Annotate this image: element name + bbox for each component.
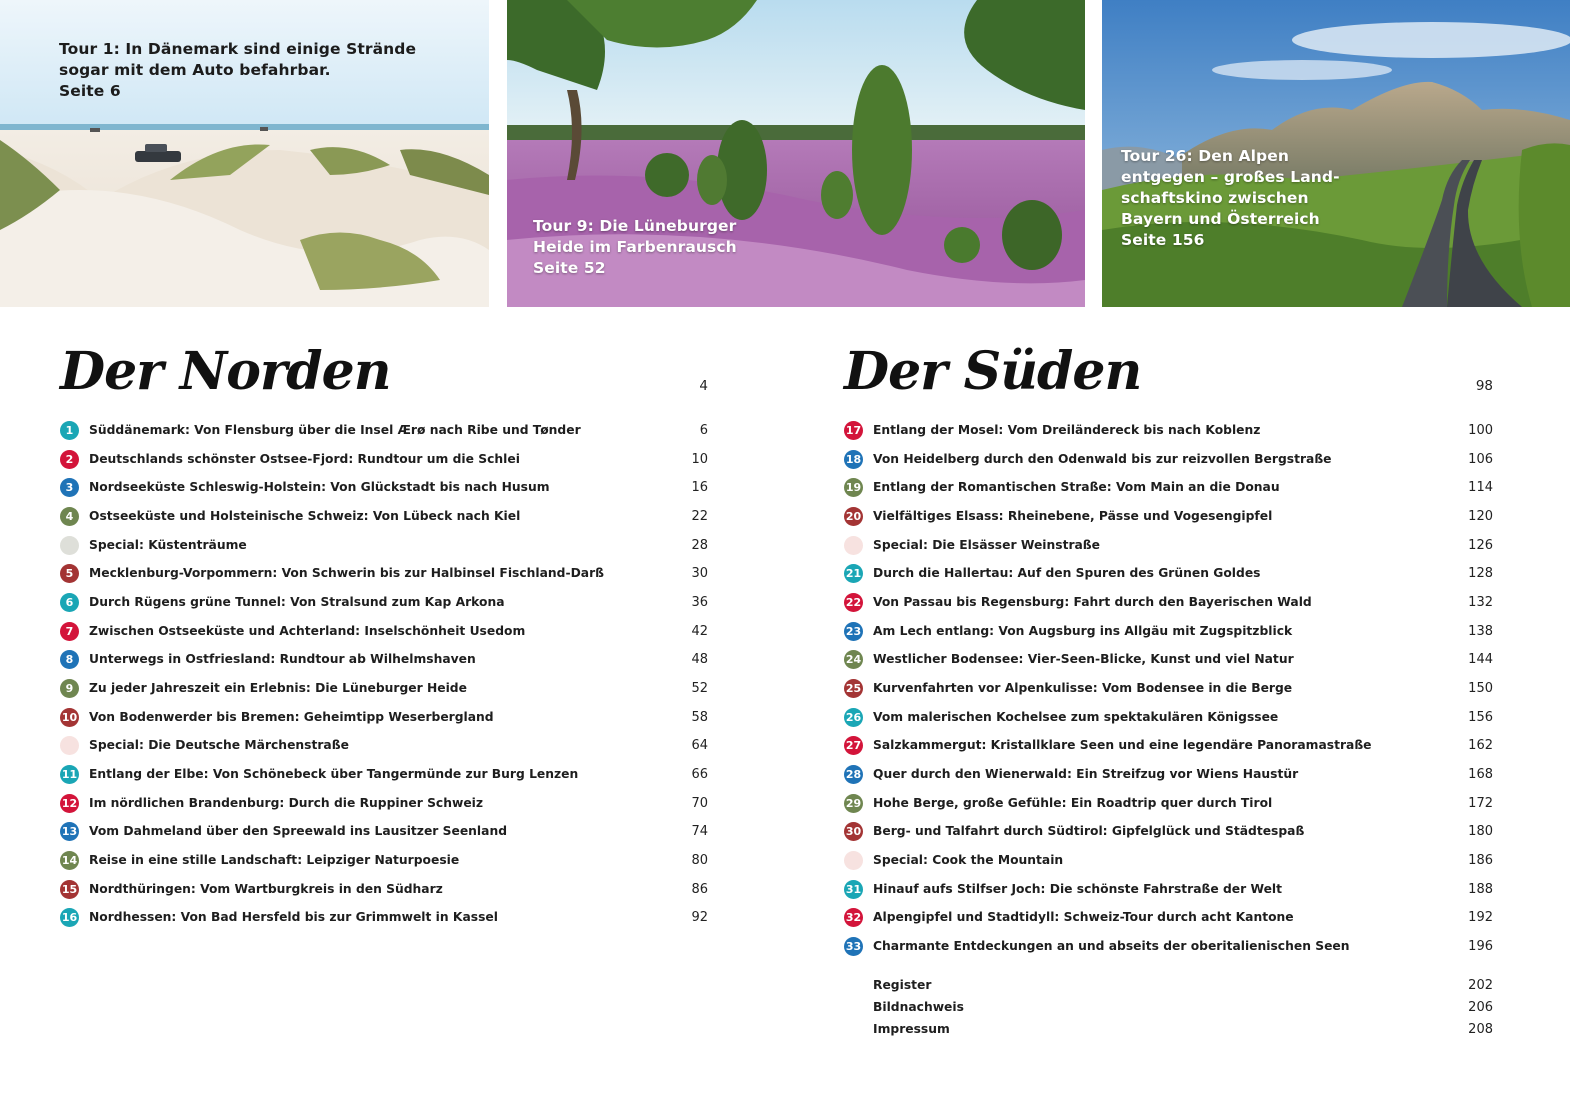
toc-entry[interactable] [60,503,710,532]
caption-line: Seite 6 [59,82,121,100]
tour-number-badge: 9 [60,679,79,698]
toc-entry[interactable] [60,847,710,876]
toc-entry-page: 66 [691,766,708,782]
toc-entry-page: 188 [1468,881,1493,897]
toc-entry[interactable] [60,904,710,933]
toc-entry-page: 168 [1468,766,1493,782]
toc-entry-page: 150 [1468,680,1493,696]
toc-entry-page: 180 [1468,824,1493,840]
toc-entry-title: Salzkammergut: Kristallklare Seen und eine legendäre Panoramastraße [873,738,1372,753]
caption-line: Heide im Farbenrausch [533,238,737,256]
special-marker-icon [844,851,863,870]
tour-number-badge: 25 [844,679,863,698]
toc-entry[interactable] [844,704,1494,733]
tour-number-badge: 2 [60,450,79,469]
toc-entry-title: Von Heidelberg durch den Odenwald bis zur reizvollen Bergstraße [873,451,1332,466]
tour-number-badge: 28 [844,765,863,784]
toc-entry-title: Alpengipfel und Stadtidyll: Schweiz-Tour durch acht Kantone [873,910,1294,925]
toc-entry-page: 48 [691,652,708,668]
section-title-sueden: Der Süden [844,341,1142,402]
toc-entry[interactable] [60,876,710,905]
toc-entry-title: Special: Küstenträume [89,537,247,552]
toc-entry[interactable] [60,532,710,561]
toc-extras [844,975,1494,1041]
toc-entry-page: 132 [1468,594,1493,610]
tour-number-badge: 18 [844,450,863,469]
toc-entry[interactable] [844,933,1494,962]
toc-extra-title: Register [873,978,932,992]
toc-entry-title: Special: Die Elsässer Weinstraße [873,537,1100,552]
toc-entry-title: Deutschlands schönster Ostsee-Fjord: Rundtour um die Schlei [89,451,520,466]
toc-extra-title: Bildnachweis [873,1000,964,1014]
toc-entry-page: 100 [1468,423,1493,438]
toc-entry-title: Vom malerischen Kochelsee zum spektakulären Königssee [873,709,1279,724]
tour-number-badge: 17 [844,421,863,440]
tour-number-badge: 7 [60,622,79,641]
toc-entry-title: Zu jeder Jahreszeit ein Erlebnis: Die Lüneburger Heide [89,680,467,695]
tour-number-badge: 11 [60,765,79,784]
toc-entry-title: Quer durch den Wienerwald: Ein Streifzug vor Wiens Haustür [873,766,1299,781]
toc-entry[interactable] [60,675,710,704]
toc-entry-page: 138 [1468,623,1493,639]
tour-number-badge: 6 [60,593,79,612]
tour-number-badge: 29 [844,794,863,813]
tour-number-badge: 21 [844,564,863,583]
toc-entry-page: 192 [1468,910,1493,926]
toc-entry[interactable] [844,474,1494,503]
toc-entry[interactable] [60,589,710,618]
toc-entry-page: 120 [1468,508,1493,524]
toc-entry-page: 126 [1468,537,1493,553]
toc-entry[interactable] [844,618,1494,647]
toc-entry-page: 196 [1468,938,1493,954]
photo-alps-road [1102,0,1570,307]
tour-number-badge: 19 [844,478,863,497]
toc-entry-page: 144 [1468,652,1493,668]
toc-entry-page: 128 [1468,566,1493,582]
toc-entry-title: Am Lech entlang: Von Augsburg ins Allgäu mit Zugspitzblick [873,623,1293,638]
toc-list-sueden [844,417,1494,961]
caption-line: Tour 1: In Dänemark sind einige Strände [59,40,417,58]
toc-entry[interactable] [844,761,1494,790]
toc-entry-page: 172 [1468,795,1493,811]
toc-entry-title: Entlang der Mosel: Vom Dreiländereck bis nach Koblenz [873,423,1261,437]
tour-number-badge: 15 [60,880,79,899]
caption-line: Tour 9: Die Lüneburger [533,217,737,235]
tour-number-badge: 5 [60,564,79,583]
photo-denmark-beach [0,0,489,307]
toc-entry-title: Nordthüringen: Vom Wartburgkreis in den Südharz [89,881,443,896]
toc-entry-page: 36 [691,594,708,610]
toc-entry-title: Westlicher Bodensee: Vier-Seen-Blicke, Kunst und viel Natur [873,652,1294,667]
toc-entry[interactable] [844,589,1494,618]
toc-entry-page: 30 [691,566,708,582]
toc-entry-title: Durch Rügens grüne Tunnel: Von Stralsund zum Kap Arkona [89,594,505,609]
toc-extra-entry[interactable] [844,1019,1494,1041]
toc-entry-page: 28 [691,537,708,553]
toc-extra-entry[interactable] [844,975,1494,997]
toc-entry[interactable] [60,474,710,503]
section-title-norden: Der Norden [60,341,391,402]
toc-entry-title: Mecklenburg-Vorpommern: Von Schwerin bis zur Halbinsel Fischland-Darß [89,566,604,581]
toc-entry-title: Unterwegs in Ostfriesland: Rundtour ab Wilhelmshaven [89,652,476,667]
tour-number-badge: 32 [844,908,863,927]
tour-number-badge: 3 [60,478,79,497]
toc-entry-title: Special: Die Deutsche Märchenstraße [89,738,349,753]
toc-entry-title: Ostseeküste und Holsteinische Schweiz: Von Lübeck nach Kiel [89,508,521,523]
toc-entry[interactable] [844,417,1494,446]
tour-number-badge: 24 [844,650,863,669]
toc-entry-page: 74 [691,824,708,840]
toc-entry[interactable] [844,847,1494,876]
toc-extra-page: 208 [1468,1022,1493,1037]
tour-number-badge: 1 [60,421,79,440]
toc-entry[interactable] [844,790,1494,819]
toc-entry-title: Süddänemark: Von Flensburg über die Insel Ærø nach Ribe und Tønder [89,423,581,437]
toc-entry-page: 42 [691,623,708,639]
tour-number-badge: 12 [60,794,79,813]
toc-extra-page: 202 [1468,978,1493,993]
toc-entry[interactable] [60,417,710,446]
toc-entry[interactable] [844,732,1494,761]
toc-entry-page: 114 [1468,480,1493,496]
toc-entry-page: 58 [691,709,708,725]
toc-entry-title: Kurvenfahrten vor Alpenkulisse: Vom Bodensee in die Berge [873,680,1293,695]
toc-entry-title: Special: Cook the Mountain [873,852,1064,867]
toc-entry[interactable] [60,761,710,790]
toc-entry-title: Reise in eine stille Landschaft: Leipziger Naturpoesie [89,852,460,867]
photo-caption-tour-9 [533,216,737,279]
toc-entry[interactable] [844,818,1494,847]
toc-entry[interactable] [60,646,710,675]
special-marker-icon [60,536,79,555]
toc-entry-page: 6 [699,423,708,438]
special-marker-icon [60,736,79,755]
toc-entry-title: Hohe Berge, große Gefühle: Ein Roadtrip quer durch Tirol [873,795,1273,810]
toc-entry[interactable] [844,446,1494,475]
tour-number-badge: 26 [844,708,863,727]
section-page-norden: 4 [699,378,708,394]
toc-entry-title: Durch die Hallertau: Auf den Spuren des Grünen Goldes [873,566,1261,581]
toc-entry[interactable] [844,876,1494,905]
toc-entry-title: Von Bodenwerder bis Bremen: Geheimtipp Weserbergland [89,709,494,724]
toc-entry-title: Hinauf aufs Stilfser Joch: Die schönste Fahrstraße der Welt [873,881,1283,896]
toc-entry[interactable] [60,818,710,847]
toc-entry[interactable] [844,560,1494,589]
toc-entry-page: 106 [1468,451,1493,467]
tour-number-badge: 14 [60,851,79,870]
toc-entry-page: 156 [1468,709,1493,725]
toc-entry-title: Entlang der Romantischen Straße: Vom Main an die Donau [873,480,1280,495]
toc-entry[interactable] [844,904,1494,933]
caption-line: Tour 26: Den Alpen [1121,147,1289,165]
toc-entry-page: 64 [691,738,708,754]
toc-entry-title: Vom Dahmeland über den Spreewald ins Lausitzer Seenland [89,824,508,839]
toc-entry-page: 22 [691,508,708,524]
toc-entry[interactable] [844,532,1494,561]
tour-number-badge: 13 [60,822,79,841]
toc-entry-title: Von Passau bis Regensburg: Fahrt durch den Bayerischen Wald [873,594,1312,609]
toc-extra-page: 206 [1468,1000,1493,1015]
tour-number-badge: 30 [844,822,863,841]
toc-entry-title: Vielfältiges Elsass: Rheinebene, Pässe und Vogesengipfel [873,508,1273,523]
toc-entry-page: 80 [691,852,708,868]
caption-line: Bayern und Österreich [1121,210,1320,228]
tour-number-badge: 4 [60,507,79,526]
toc-entry-title: Berg- und Talfahrt durch Südtirol: Gipfelglück und Städtespaß [873,824,1305,839]
toc-entry-page: 16 [691,480,708,496]
toc-entry[interactable] [60,704,710,733]
toc-entry-page: 162 [1468,738,1493,754]
toc-list-norden [60,417,710,933]
tour-number-badge: 31 [844,880,863,899]
tour-number-badge: 33 [844,937,863,956]
caption-line: entgegen – großes Land- [1121,168,1340,186]
toc-extra-title: Impressum [873,1022,950,1036]
toc-entry-page: 92 [691,910,708,926]
special-marker-icon [844,536,863,555]
caption-line: sogar mit dem Auto befahrbar. [59,61,331,79]
toc-entry-title: Nordseeküste Schleswig-Holstein: Von Glückstadt bis nach Husum [89,480,550,495]
toc-entry[interactable] [60,618,710,647]
toc-entry-page: 86 [691,881,708,897]
caption-line: schaftskino zwischen [1121,189,1309,207]
tour-number-badge: 23 [844,622,863,641]
photo-lueneburg-heath [507,0,1085,307]
caption-line: Seite 156 [1121,231,1205,249]
section-page-sueden: 98 [1475,378,1493,394]
caption-line: Seite 52 [533,259,606,277]
tour-number-badge: 20 [844,507,863,526]
toc-entry[interactable] [60,732,710,761]
toc-entry-page: 52 [691,680,708,696]
toc-entry[interactable] [844,675,1494,704]
toc-entry-title: Charmante Entdeckungen an und abseits der oberitalienischen Seen [873,938,1350,953]
tour-number-badge: 16 [60,908,79,927]
toc-entry[interactable] [60,446,710,475]
toc-entry-title: Nordhessen: Von Bad Hersfeld bis zur Grimmwelt in Kassel [89,910,498,925]
photo-caption-tour-1 [59,39,416,102]
toc-entry-title: Im nördlichen Brandenburg: Durch die Ruppiner Schweiz [89,795,484,810]
tour-number-badge: 8 [60,650,79,669]
tour-number-badge: 10 [60,708,79,727]
tour-number-badge: 22 [844,593,863,612]
toc-entry-page: 70 [691,795,708,811]
toc-entry-page: 10 [691,451,708,467]
toc-extra-entry[interactable] [844,997,1494,1019]
toc-entry-page: 186 [1468,852,1493,868]
toc-entry-title: Entlang der Elbe: Von Schönebeck über Tangermünde zur Burg Lenzen [89,766,579,781]
photo-caption-tour-26 [1121,146,1340,251]
toc-entry[interactable] [844,503,1494,532]
toc-entry[interactable] [60,560,710,589]
toc-entry[interactable] [60,790,710,819]
toc-entry[interactable] [844,646,1494,675]
tour-number-badge: 27 [844,736,863,755]
toc-entry-title: Zwischen Ostseeküste und Achterland: Inselschönheit Usedom [89,623,526,638]
